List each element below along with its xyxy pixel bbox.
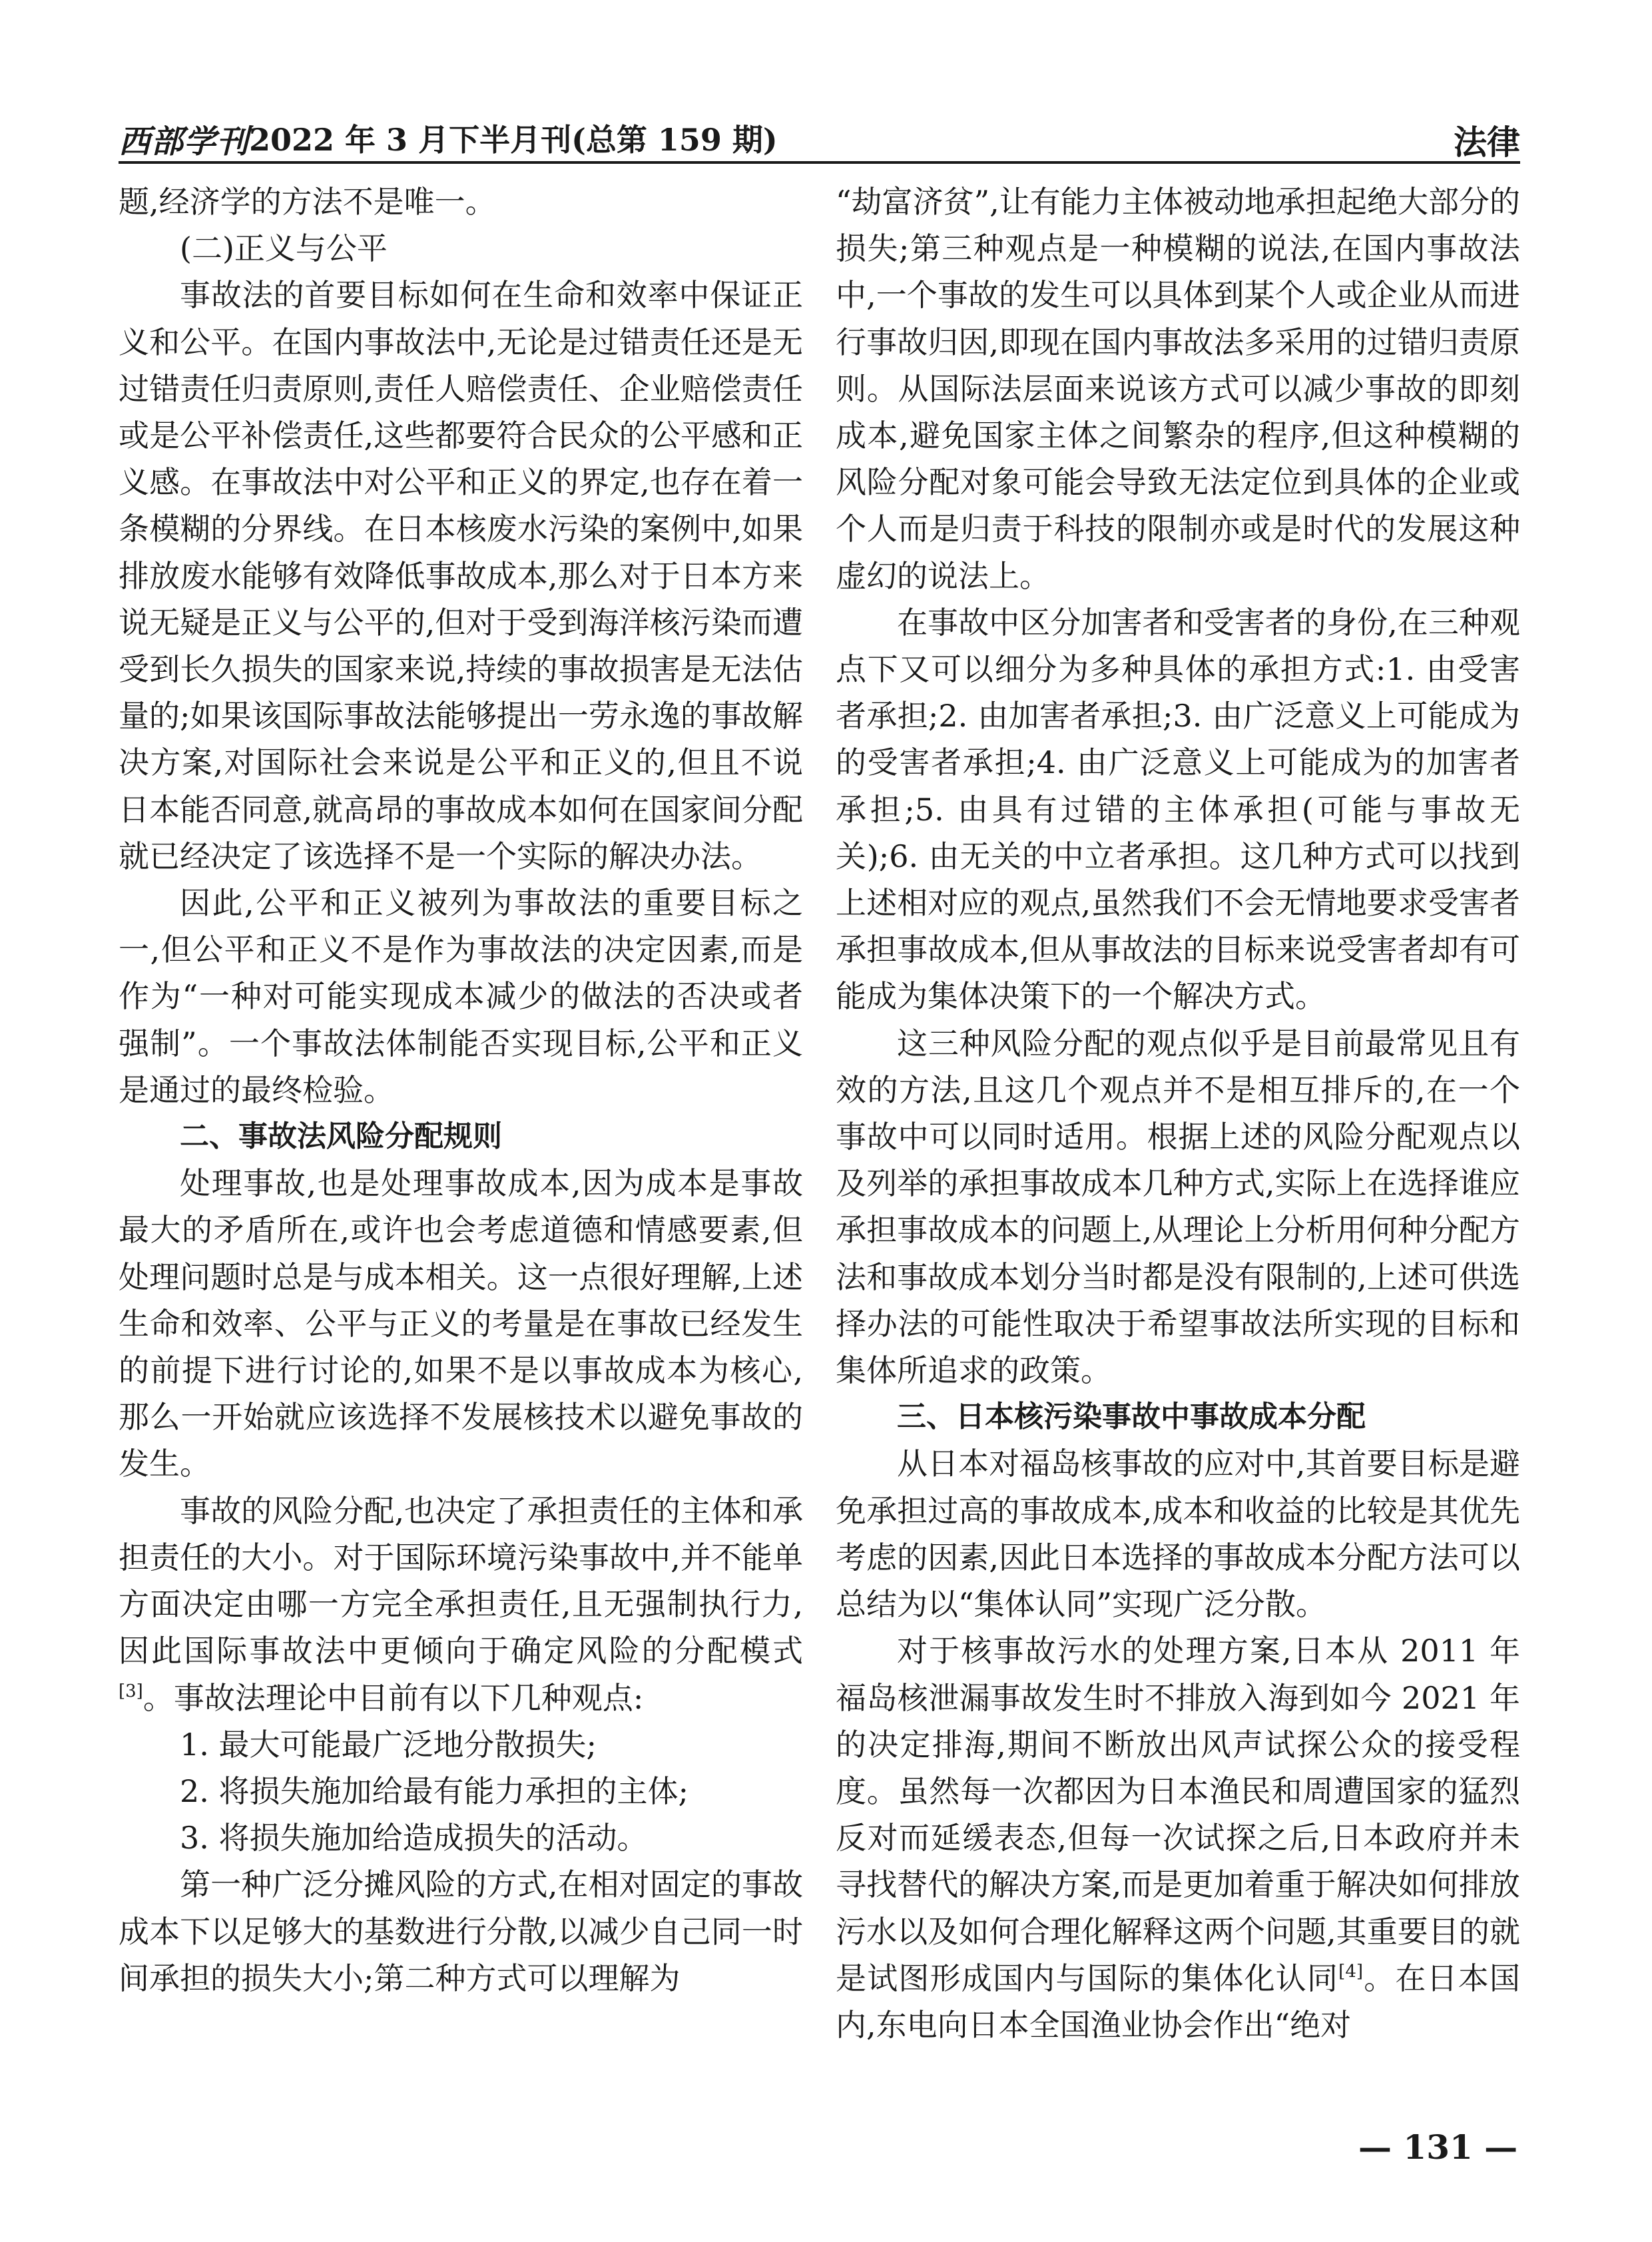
paragraph: 处理事故,也是处理事故成本,因为成本是事故最大的矛盾所在,或许也会考虑道德和情感要素,但处理问题时总是与成本相关。这一点很好理解,上述生命和效率、公平与正义的考量是在事故已经发生的前提下进行讨论的,如果不是以事故成本为核心,那么一开始就应该选择不发展核技术以避免事故的发生。 (119, 1165, 803, 1482)
paragraph: 事故法的首要目标如何在生命和效率中保证正义和公平。在国内事故法中,无论是过错责任还是无过错责任归责原则,责任人赔偿责任、企业赔偿责任或是公平补偿责任,这些都要符合民众的公平感和正义感。在事故法中对公平和正义的界定,也存在着一条模糊的分界线。在日本核废水污染的案例中,如果排放废水能够有效降低事故成本,那么对于日本方来说无疑是正义与公平的,但对于受到海洋核污染而遭受到长久损失的国家来说,持续的事故损害是无法估量的;如果该国际事故法能够提出一劳永逸的事故解决方案,对国际社会来说是公平和正义的,但且不说日本能否同意,就高昂的事故成本如何在国家间分配就已经决定了该选择不是一个实际的解决办法。 (119, 277, 803, 874)
paragraph-continuation: 题,经济学的方法不是唯一。 (119, 184, 496, 220)
citation-ref: [4] (1338, 1961, 1364, 1982)
paragraph: 从日本对福岛核事故的应对中,其首要目标是避免承担过高的事故成本,成本和收益的比较是其优先考虑的因素,因此日本选择的事故成本分配方法可以总结为以“集体认同”实现广泛分散。 (836, 1446, 1520, 1623)
journal-logo: 西部学刊 (119, 123, 250, 160)
paragraph-text: 对于核事故污水的处理方案,日本从 2011 年福岛核泄漏事故发生时不排放入海到如今 2021 年的决定排海,期间不断放出风声试探公众的接受程度。虽然每一次都因为日本渔民和周遭国家的猛烈反对而延缓表态,但每一次试探之后,日本政府并未寻找替代的解决方案,而是更加着重于解决如何排放污水以及如何合理化解释这两个问题,其重要目的就是试图形成国内与国际的集体化认同 (836, 1633, 1520, 1996)
section-heading: 二、事故法风险分配规则 (180, 1119, 502, 1154)
page-header (119, 112, 1520, 166)
header-rule (119, 161, 1520, 164)
section-label: 法律 (1454, 123, 1520, 162)
subsection-heading: (二)正义与公平 (180, 230, 388, 267)
paragraph-continuation: “劫富济贫”,让有能力主体被动地承担起绝大部分的损失;第三种观点是一种模糊的说法,在国内事故法中,一个事故的发生可以具体到某个人或企业从而进行事故归因,即现在国内事故法多采用的过错归责原则。从国际法层面来说该方式可以减少事故的即刻成本,避免国家主体之间繁杂的程序,但这种模糊的风险分配对象可能会导致无法定位到具体的企业或个人而是归责于科技的限制亦或是时代的发展这种虚幻的说法上。 (836, 184, 1520, 594)
paragraph-with-citation (119, 1488, 803, 1721)
paragraph-with-citation (836, 1627, 1520, 2048)
paragraph: 在事故中区分加害者和受害者的身份,在三种观点下又可以细分为多种具体的承担方式:1. 由受害者承担;2. 由加害者承担;3. 由广泛意义上可能成为的受害者承担;4. 由广泛意义上可能成为的加害者承担;5. 由具有过错的主体承担(可能与事故无关);6. 由无关的中立者承担。这几种方式可以找到上述相对应的观点,虽然我们不会无情地要求受害者承担事故成本,但从事故法的目标来说受害者却有可能成为集体决策下的一个解决方式。 (836, 604, 1520, 1015)
paragraph-text-after-citation: 。在日本国内,东电向日本全国渔业协会作出“绝对 (836, 1960, 1521, 2043)
paragraph-text-after-citation: 。事故法理论中目前有以下几种观点: (142, 1679, 644, 1716)
issue-info: 2022 年 3 月下半月刊(总第 159 期) (249, 122, 778, 158)
list-item: 3. 将损失施加给造成损失的活动。 (180, 1820, 648, 1856)
list-item: 2. 将损失施加给最有能力承担的主体; (180, 1773, 689, 1809)
section-heading: 三、日本核污染事故中事故成本分配 (897, 1400, 1366, 1434)
left-column (119, 178, 803, 2002)
citation-ref: [3] (119, 1681, 143, 1701)
right-column (836, 178, 1520, 2048)
list-item: 1. 最大可能最广泛地分散损失; (180, 1726, 597, 1763)
page-number: — 131 — (1358, 2127, 1518, 2167)
paragraph: 第一种广泛分摊风险的方式,在相对固定的事故成本下以足够大的基数进行分散,以减少自己同一时间承担的损失大小;第二种方式可以理解为 (119, 1866, 803, 1996)
paragraph: 这三种风险分配的观点似乎是目前最常见且有效的方法,且这几个观点并不是相互排斥的,在一个事故中可以同时适用。根据上述的风险分配观点以及列举的承担事故成本几种方式,实际上在选择谁应承担事故成本的问题上,从理论上分析用何种分配方法和事故成本划分当时都是没有限制的,上述可供选择办法的可能性取决于希望事故法所实现的目标和集体所追求的政策。 (836, 1025, 1520, 1389)
paragraph: 因此,公平和正义被列为事故法的重要目标之一,但公平和正义不是作为事故法的决定因素,而是作为“一种对可能实现成本减少的做法的否决或者强制”。一个事故法体制能否实现目标,公平和正义是通过的最终检验。 (119, 885, 803, 1108)
paragraph-text: 事故的风险分配,也决定了承担责任的主体和承担责任的大小。对于国际环境污染事故中,并不能单方面决定由哪一方完全承担责任,且无强制执行力,因此国际事故法中更倾向于确定风险的分配模式 (119, 1492, 803, 1669)
